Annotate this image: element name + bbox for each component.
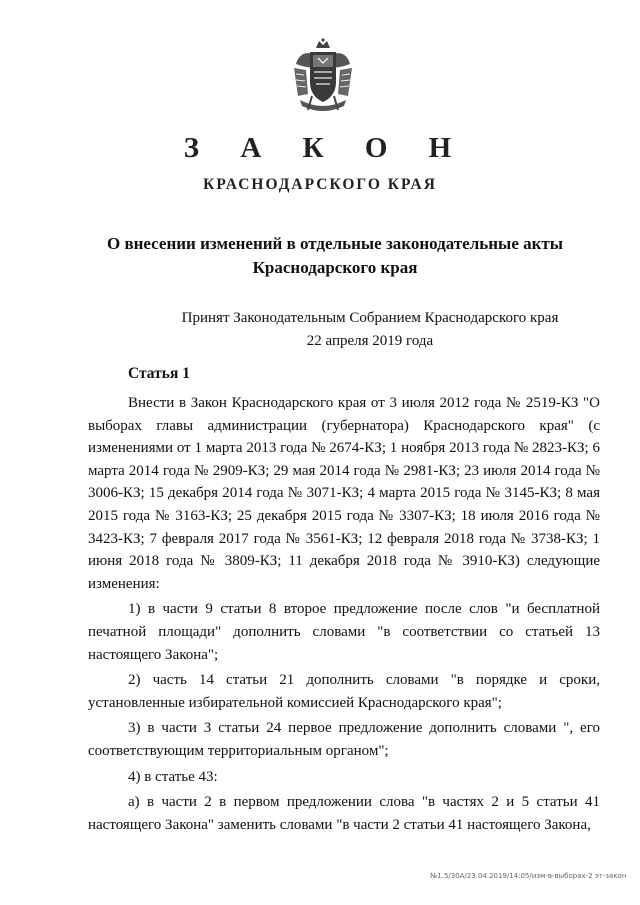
article-paragraph: 1) в части 9 статьи 8 второе предложение после слов "и бесплатной печатной площади" дополнить словами "в соответствии со статьей 13 настоящего Закона";	[88, 601, 600, 663]
article-paragraph: Внести в Закон Краснодарского края от 3 июля 2012 года № 2519-КЗ "О выборах главы администрации (губернатора) Краснодарского края" (с изменениями от 1 марта 2013 года № 2674-КЗ; 1 ноября 2013 года № 2823-КЗ; 6 марта 2014 года № 2909-КЗ; 29 мая 2014 года № 2981-КЗ; 23 июля 2014 года № 3006-КЗ; 15 декабря 2014 года № 3071-КЗ; 4 марта 2015 года № 3145-КЗ; 8 мая 2015 года № 3163-КЗ; 25 декабря 2015 года № 3307-КЗ; 18 июля 2016 года № 3423-КЗ; 7 февраля 2017 года № 3561-КЗ; 12 февраля 2018 года № 3738-КЗ; 1 июня 2018 года № 3809-КЗ; 11 декабря 2018 года № 3910-КЗ) следующие изменения:	[88, 395, 600, 592]
law-title: З А К О Н	[183, 132, 469, 164]
article-heading: Статья 1	[128, 365, 190, 382]
article-paragraph: 3) в части 3 статьи 24 первое предложение дополнить словами ", его соответствующим территориальным органом";	[88, 720, 600, 759]
document-title	[90, 232, 580, 280]
article-paragraph: а) в части 2 в первом предложении слова "в частях 2 и 5 статьи 41 настоящего Закона" заменить словами "в части 2 статьи 41 настоящего Закона,	[88, 794, 600, 833]
document-title-line-1: О внесении изменений в отдельные законодательные акты	[106, 234, 564, 253]
article-paragraph: 2) часть 14 статьи 21 дополнить словами "в порядке и сроки, установленные избирательной комиссией Краснодарского края";	[88, 672, 600, 711]
article-paragraph: 4) в статье 43:	[128, 768, 218, 785]
adopted-date-line: 22 апреля 2019 года	[306, 333, 434, 349]
article-body	[88, 392, 600, 839]
adopted-by-line: Принят Законодательным Собранием Краснодарского края	[181, 310, 559, 326]
law-region-subtitle: КРАСНОДАРСКОГО КРАЯ	[203, 176, 437, 193]
krasnodar-coat-of-arms-emblem	[292, 38, 354, 116]
footer-document-code: №1.5/30А/23.04.2019/14:05/изм-в-выборах-2 эт-закон	[430, 872, 627, 880]
document-title-line-2: Краснодарского края	[252, 258, 418, 277]
adoption-info	[150, 307, 590, 353]
